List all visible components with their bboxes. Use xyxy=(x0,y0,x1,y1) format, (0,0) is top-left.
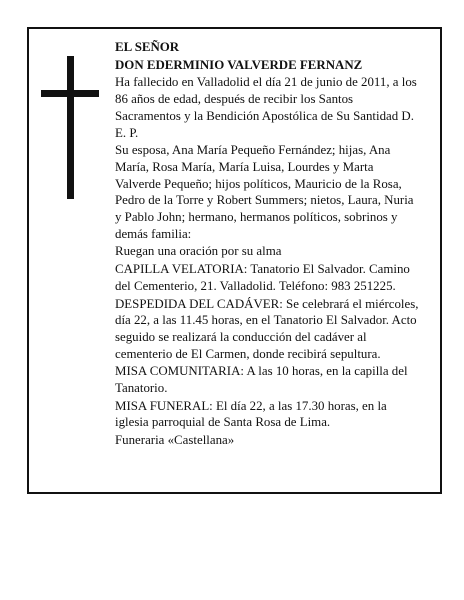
funeral-home: Funeraria «Castellana» xyxy=(115,433,235,448)
death-announcement: Ha fallecido en Valladolid el día 21 de junio de 2011, a los 86 años de edad, después de recibir los Santos Sacramentos y la Bendición Apostólica de Su Santidad D. E. P. xyxy=(115,75,417,140)
community-mass-info: MISA COMUNITARIA: A las 10 horas, en la capilla del Tanatorio. xyxy=(115,364,408,396)
obituary-notice xyxy=(27,27,442,494)
cross-horizontal-bar xyxy=(41,90,99,97)
farewell-info: DESPEDIDA DEL CADÁVER: Se celebrará el miércoles, día 22, a las 11.45 horas, en el Tanatorio El Salvador. Acto seguido se realizará la conducción del cadáver al cementerio de El Carmen, donde recibirá sepultura. xyxy=(115,296,419,361)
prayer-request: Ruegan una oración por su alma xyxy=(115,244,282,259)
chapel-info: CAPILLA VELATORIA: Tanatorio El Salvador. Camino del Cementerio, 21. Valladolid. Teléfono: 983 251225. xyxy=(115,262,410,293)
funeral-mass-info: MISA FUNERAL: El día 22, a las 17.30 horas, en la iglesia parroquial de Santa Rosa de Lima. xyxy=(115,398,387,430)
notice-title-line-1: EL SEÑOR xyxy=(115,40,180,54)
deceased-name: DON EDERMINIO VALVERDE FERNANZ xyxy=(115,57,363,72)
cross-vertical-bar xyxy=(67,56,74,199)
notice-text xyxy=(115,39,421,449)
cross-icon xyxy=(41,56,99,199)
family-list: Su esposa, Ana María Pequeño Fernández; hijas, Ana María, Rosa María, María Luisa, Lourdes y Marta Valverde Pequeño; hijos políticos, Mauricio de la Rosa, Pedro de la Torre y Robert Summers; nietos, Laura, Nuria y Pablo John; hermano, hermanos políticos, sobrinos y demás familia: xyxy=(115,143,414,241)
